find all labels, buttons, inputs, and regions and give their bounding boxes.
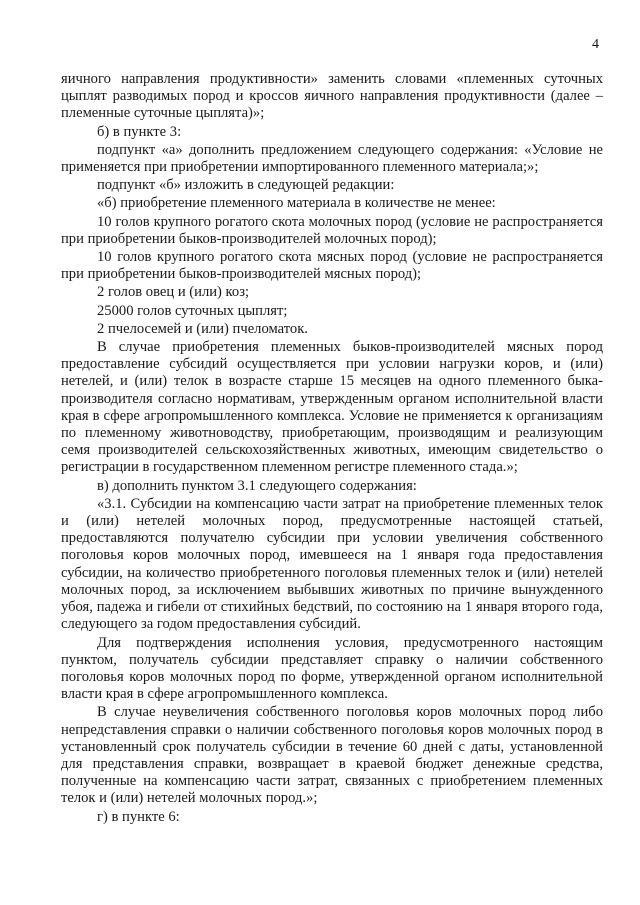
paragraph-subitem-b-intro: подпункт «б» изложить в следующей редакции: (97, 177, 395, 194)
paragraph-item-b: б) в пункте 3: (97, 123, 182, 140)
paragraph-item-v: в) дополнить пунктом 3.1 следующего содержания: (97, 477, 417, 494)
paragraph-refund: В случае неувеличения собственного поголовья коров молочных пород либо непредставления справки о наличии собственного поголовья коров молочных пород в установленный срок получатель субсидии в течение 60 дней с даты, установленной для представления справки, возвращает в краевой бюджет денежные средства, полученные на компенсацию части затрат, связанных с приобретением племенных телок и (или) нетелей молочных пород.»; (61, 704, 603, 807)
paragraph-subitem-b-text: «б) приобретение племенного материала в количестве не менее: (97, 195, 496, 212)
paragraph-subitem-a: подпункт «а» дополнить предложением следующего содержания: «Условие не применяется при приобретении импортированного племенного материала;»; (61, 141, 603, 176)
page-number: 4 (592, 37, 599, 52)
document-body (61, 71, 603, 826)
paragraph-item-g: г) в пункте 6: (97, 808, 180, 825)
paragraph-beef-cattle: 10 голов крупного рогатого скота мясных пород (условие не распространяется при приобретении быков-производителей мясных пород); (61, 249, 603, 283)
paragraph-confirmation: Для подтверждения исполнения условия, предусмотренного настоящим пунктом, получатель субсидии представляет справку о наличии собственного поголовья коров молочных пород по форме, утвержденной органом исполнительной власти края в сфере агропромышленного комплекса. (61, 634, 603, 703)
paragraph-sheep-goats: 2 голов овец и (или) коз; (97, 284, 250, 301)
paragraph-chicks: 25000 голов суточных цыплят; (97, 302, 288, 319)
paragraph-continuation: яичного направления продуктивности» заменить словами «племенных суточных цыплят разводимых пород и кроссов яичного направления продуктивности (далее – племенные суточные цыплята)»; (61, 71, 603, 122)
paragraph-clause-3-1: «3.1. Субсидии на компенсацию части затрат на приобретение племенных телок и (или) нетелей молочных пород, предусмотренные настоящей статьей, предоставляются получателю субсидии при условии увеличения собственного поголовья коров молочных пород, имевшееся на 1 января года предоставления субсидии, на количество приобретенного поголовья племенных телок и (или) нетелей молочных пород, за исключением выбывших животных по причине вынужденного убоя, падежа и гибели от стихийных бедствий, по состоянию на 1 января второго года, следующего за годом предоставления субсидий. (61, 495, 603, 633)
paragraph-dairy-cattle: 10 голов крупного рогатого скота молочных пород (условие не распространяется при приобретении быков-производителей молочных пород); (61, 213, 603, 247)
paragraph-bulls-condition: В случае приобретения племенных быков-производителей мясных пород предоставление субсидий осуществляется при условии нагрузки коров, и (или) нетелей, и (или) телок в возрасте старше 15 месяцев на одного племенного быка-производителя согласно нормативам, утвержденным органом исполнительной власти края в сфере агропромышленного комплекса. Условие не применяется к организациям по племенному животноводству, приобретающим, производящим и реализующим семя производителей сельскохозяйственных животных, имеющим свидетельство о регистрации в государственном племенном регистре племенного стада.»; (61, 339, 603, 476)
paragraph-bees: 2 пчелосемей и (или) пчеломаток. (97, 320, 308, 337)
